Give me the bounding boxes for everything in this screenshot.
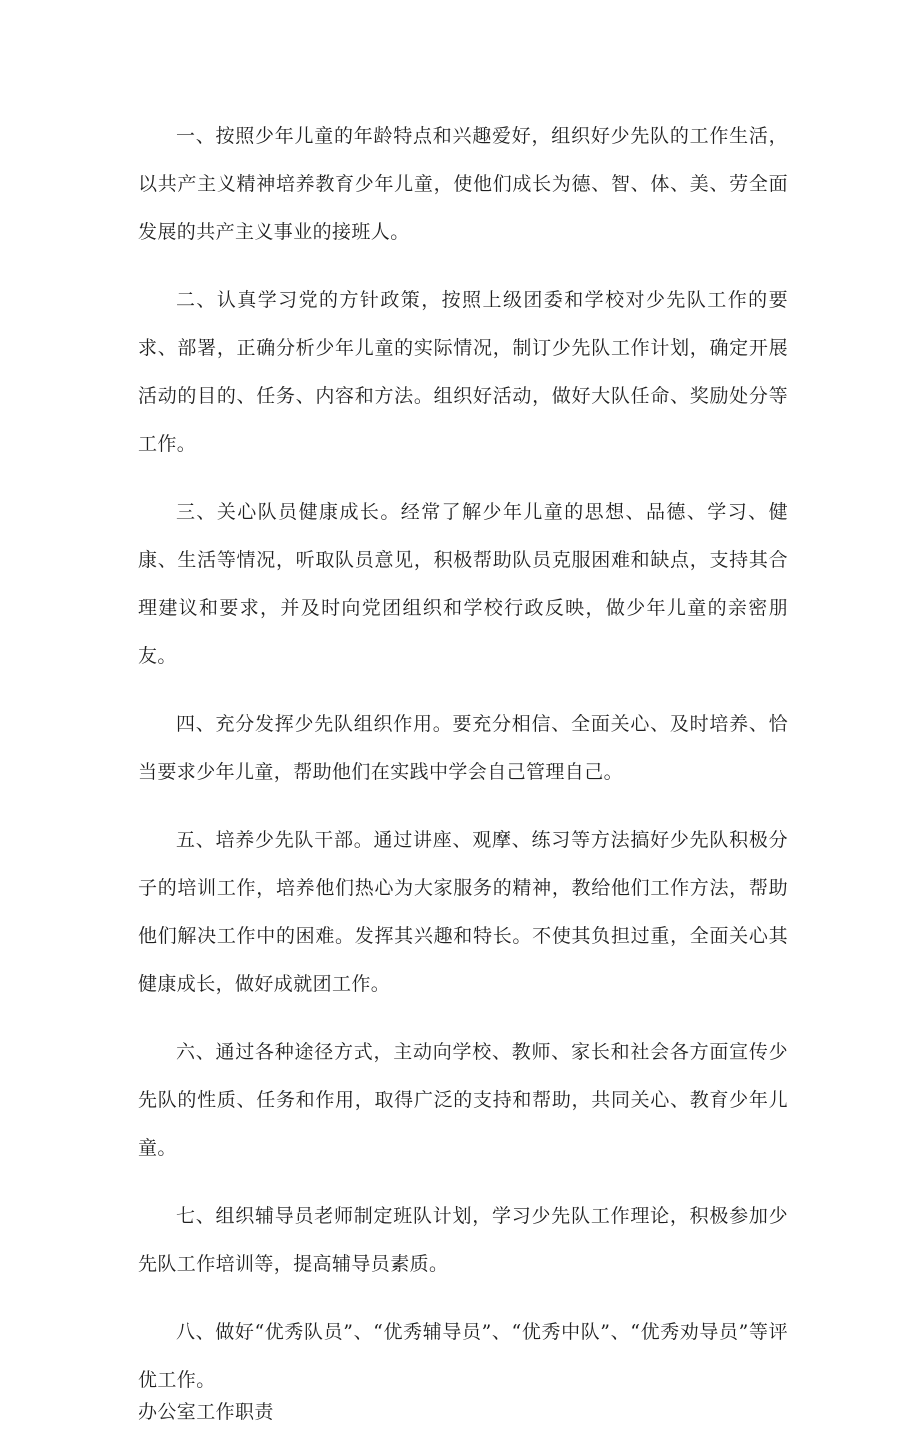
duty-paragraph-2: 二、认真学习党的方针政策，按照上级团委和学校对少先队工作的要求、部署，正确分析少年儿童的实际情况，制订少先队工作计划，确定开展活动的目的、任务、内容和方法。组织好活动，做好大队任命、奖励处分等工作。: [138, 289, 788, 455]
duty-paragraph-3: 三、关心队员健康成长。经常了解少年儿童的思想、品德、学习、健康、生活等情况，听取队员意见，积极帮助队员克服困难和缺点，支持其合理建议和要求，并及时向党团组织和学校行政反映，做少年儿童的亲密朋友。: [138, 501, 788, 667]
duty-paragraph-6: 六、通过各种途径方式，主动向学校、教师、家长和社会各方面宣传少先队的性质、任务和作用，取得广泛的支持和帮助，共同关心、教育少年儿童。: [138, 1041, 788, 1159]
duty-paragraph-1: 一、按照少年儿童的年龄特点和兴趣爱好，组织好少先队的工作生活，以共产主义精神培养教育少年儿童，使他们成长为德、智、体、美、劳全面发展的共产主义事业的接班人。: [138, 125, 788, 243]
document-body: [138, 112, 788, 1432]
duty-paragraph-4: 四、充分发挥少先队组织作用。要充分相信、全面关心、及时培养、恰当要求少年儿童，帮助他们在实践中学会自己管理自己。: [138, 713, 788, 783]
section-heading: 办公室工作职责: [138, 1401, 274, 1423]
duty-paragraph-5: 五、培养少先队干部。通过讲座、观摩、练习等方法搞好少先队积极分子的培训工作，培养他们热心为大家服务的精神，教给他们工作方法，帮助他们解决工作中的困难。发挥其兴趣和特长。不使其负担过重，全面关心其健康成长，做好成就团工作。: [138, 829, 788, 995]
duty-paragraph-8: 八、做好“优秀队员”、“优秀辅导员”、“优秀中队”、“优秀劝导员”等评优工作。: [138, 1321, 788, 1391]
duty-paragraph-7: 七、组织辅导员老师制定班队计划，学习少先队工作理论，积极参加少先队工作培训等，提高辅导员素质。: [138, 1205, 788, 1275]
